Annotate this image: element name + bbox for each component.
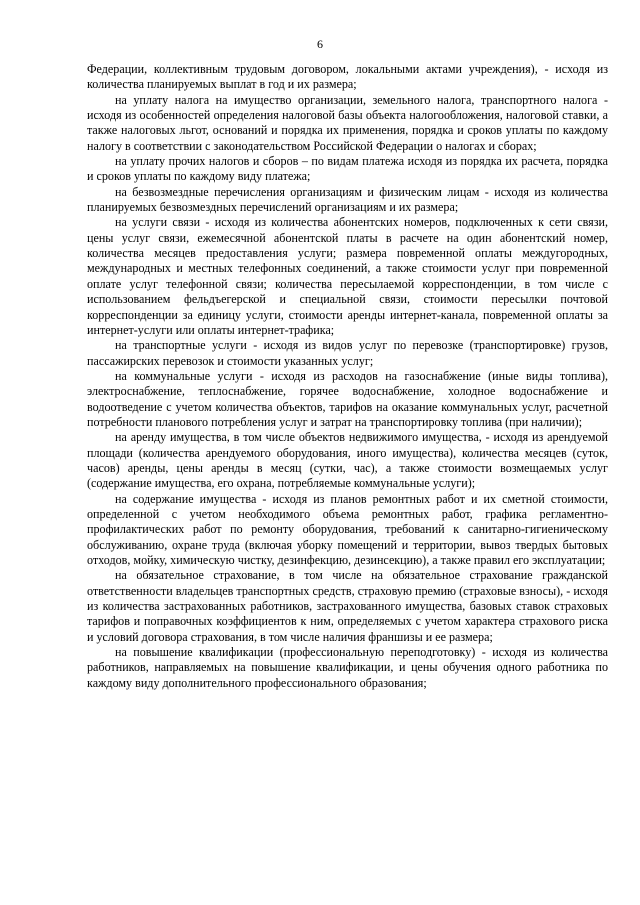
page-number: 6	[317, 37, 323, 51]
document-body	[87, 62, 608, 691]
paragraph-communication-services: на услуги связи - исходя из количества абонентских номеров, подключенных к сети связи, цены услуг связи, ежемесячной абонентской платы в расчете на один абонентский номер, количества месяцев предоставления услуги; размера повременной оплаты междугородных, международных и местных телефонных соединений, а также стоимости услуг при повременной оплате услуг телефонной связи; количества пересылаемой корреспонденции, в том числе с использованием фельдъегерской и специальной связи, стоимости пересылки почтовой корреспонденции за единицу услуги, стоимости аренды интернет-канала, повременной оплаты за интернет-услуги или оплаты интернет-трафика;	[87, 215, 608, 337]
paragraph-continuation: Федерации, коллективным трудовым договором, локальными актами учреждения), - исходя из количества планируемых выплат в год и их размера;	[87, 62, 608, 92]
paragraph-gratuitous-transfers: на безвозмездные перечисления организациям и физическим лицам - исходя из количества планируемых безвозмездных перечислений организациям и их размера;	[87, 184, 608, 215]
paragraph-property-rent: на аренду имущества, в том числе объектов недвижимого имущества, - исходя из арендуемой площади (количества арендуемого оборудования, иного имущества), количества месяцев (суток, часов) аренды, цены аренды в месяц (сутки, час), а также стоимости возмещаемых услуг (содержание имущества, его охрана, потребляемые коммунальные услуги);	[87, 430, 608, 491]
paragraph-other-taxes: на уплату прочих налогов и сборов – по видам платежа исходя из порядка их расчета, порядка и сроков уплаты по каждому виду платежа;	[87, 154, 608, 184]
paragraph-property-tax: на уплату налога на имущество организации, земельного налога, транспортного налога - исходя из особенностей определения налоговой базы объекта налогообложения, налоговой ставки, а также налоговых льгот, оснований и порядка их применения, порядка и сроков уплаты по каждому налогу в соответствии с законодательством Российской Федерации о налогах и сборах;	[87, 92, 608, 153]
paragraph-qualification-training: на повышение квалификации (профессиональную переподготовку) - исходя из количества работников, направляемых на повышение квалификации, и цены обучения одного работника по каждому виду дополнительного профессионального образования;	[87, 645, 608, 690]
paragraph-property-maintenance: на содержание имущества - исходя из планов ремонтных работ и их сметной стоимости, определенной с учетом необходимого объема ремонтных работ, графика регламентно-профилактических работ по ремонту оборудования, требований к санитарно-гигиеническому обслуживанию, охране труда (включая уборку помещений и территории, вывоз твердых бытовых отходов, мойку, химическую чистку, дезинфекцию, дезинсекцию), а также правил его эксплуатации;	[87, 491, 608, 567]
paragraph-mandatory-insurance: на обязательное страхование, в том числе на обязательное страхование гражданской ответственности владельцев транспортных средств, страховую премию (страховые взносы), - исходя из количества застрахованных работников, застрахованного имущества, базовых ставок страховых тарифов и поправочных коэффициентов к ним, определяемых с учетом характера страхового риска и условий договора страхования, в том числе наличия франшизы и ее размера;	[87, 568, 608, 644]
paragraph-transport-services: на транспортные услуги - исходя из видов услуг по перевозке (транспортировке) грузов, пассажирских перевозок и стоимости указанных услуг;	[87, 338, 608, 368]
paragraph-utilities: на коммунальные услуги - исходя из расходов на газоснабжение (иные виды топлива), электроснабжение, теплоснабжение, горячее водоснабжение, холодное водоснабжение и водоотведение с учетом количества объектов, тарифов на оказание коммунальных услуг, расчетной потребности планового потребления услуг и затрат на транспортировку топлива (при наличии);	[87, 368, 608, 429]
